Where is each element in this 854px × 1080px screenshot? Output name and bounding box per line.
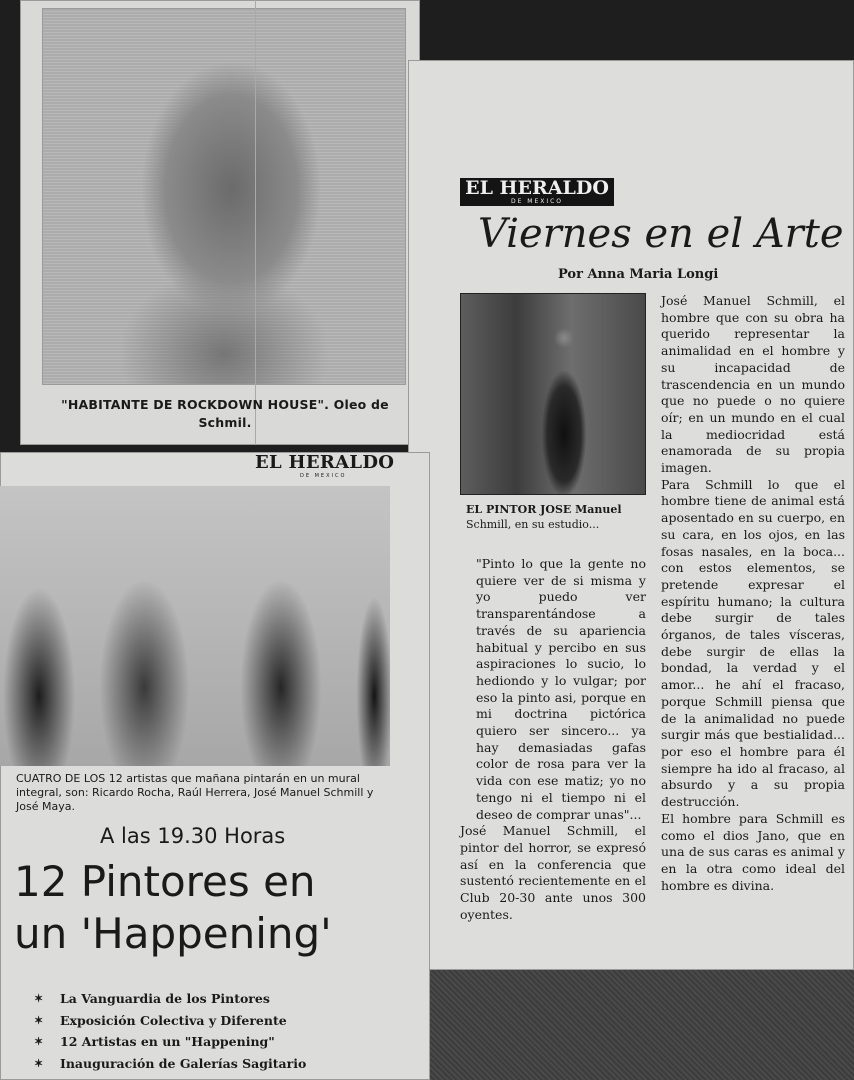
byline: Por Anna Maria Longi [558,267,719,282]
list-item-label: Inauguración de Galerías Sagitario [60,1055,307,1071]
article-paragraph: El hombre para Schmill es como el dios Jano, que en una de sus caras es animal y en la otra como ideal del hombre es divina. [661,810,845,893]
article-column-left [460,556,646,923]
fold-line [255,0,256,445]
list-item [34,1010,414,1032]
article-paragraph: Para Schmill lo que el hombre tiene de animal está aposentado en su cuerpo, en su cara, en los ojos, en las fosas nasales, en la boca... con estos elementos, se pretende expresar el espíritu humano; la cultura debe surgir de tales órganos, de tales vísceras, debe surgir de ellas la bondad, la verdad y el amor... he ahí el fracaso, porque Schmill piensa que de la animalidad no puede surgir más que bestialidad... por eso el hombre para él siempre ha ido al fracaso, al absurdo y a su propia destrucción. [661,476,845,810]
article-title: Viernes en el Arte [478,211,844,257]
article-clipping [408,60,854,970]
list-item [34,1053,414,1075]
masthead-title: EL HERALDO [255,452,395,473]
article-column-right [661,293,845,894]
headline-line1: 12 Pintores en [14,857,316,906]
happening-clipping [0,452,430,1080]
portrait-caption-line2: Schmil. [198,415,252,430]
masthead-subtitle: DE MEXICO [300,473,347,479]
event-bullet-list [34,988,414,1074]
masthead-logo [460,178,614,206]
list-item [34,1031,414,1053]
list-item-label: 12 Artistas en un "Happening" [60,1034,275,1049]
event-time: A las 19.30 Horas [100,824,286,848]
studio-photo [460,293,646,495]
article-paragraph: José Manuel Schmill, el pintor del horror, se expresó así en la conferencia que sustentó recientemente en el Club 20-30 ante unos 300 oyentes. [460,823,646,922]
headline [14,856,424,960]
list-item [34,988,414,1010]
background-mat [430,965,854,1080]
portrait-caption-line1: "HABITANTE DE ROCKDOWN HOUSE". Oleo de [61,397,389,412]
star-icon: ✶ [34,1035,44,1048]
star-icon: ✶ [34,992,44,1005]
masthead-title: EL HERALDO [465,177,609,199]
headline-line2: un 'Happening' [14,909,332,958]
group-photo-caption: CUATRO DE LOS 12 artistas que mañana pintarán en un mural integral, son: Ricardo Rocha, Raúl Herrera, José Manuel Schmill y José Maya. [16,772,374,813]
article-paragraph: José Manuel Schmill, el hombre que con su obra ha querido representar la animalidad en el hombre y su incapacidad de trascendencia en un mundo que no puede o no quiere oír; en un mundo en el cual la mediocridad está enamorada de su propia imagen. [661,293,845,476]
masthead-subtitle: DE MEXICO [510,198,564,205]
photo-caption [466,502,646,532]
star-icon: ✶ [34,1056,44,1070]
list-item-label: Exposición Colectiva y Diferente [60,1012,287,1028]
star-icon: ✶ [34,1013,44,1027]
photo-caption-rest: Schmill, en su estudio... [466,518,600,531]
portrait-image [42,8,406,385]
list-item-label: La Vanguardia de los Pintores [60,991,270,1006]
article-paragraph: "Pinto lo que la gente no quiere ver de si misma y yo puedo ver transparentándose a través de su apariencia habitual y percibo en sus aspiraciones lo sucio, lo hediondo y lo vulgar; por eso la pinto asi, porque en mi doctrina pictórica quiero ser sincero... ya hay demasiadas gafas color de rosa para ver la vida con ese matiz; yo no tengo ni el tiempo ni el deseo de comprar unas"... [476,556,646,822]
portrait-caption [40,396,410,432]
photo-caption-lead: EL PINTOR JOSE Manuel [466,503,622,516]
portrait-clipping [20,0,420,445]
group-photo [0,486,390,766]
